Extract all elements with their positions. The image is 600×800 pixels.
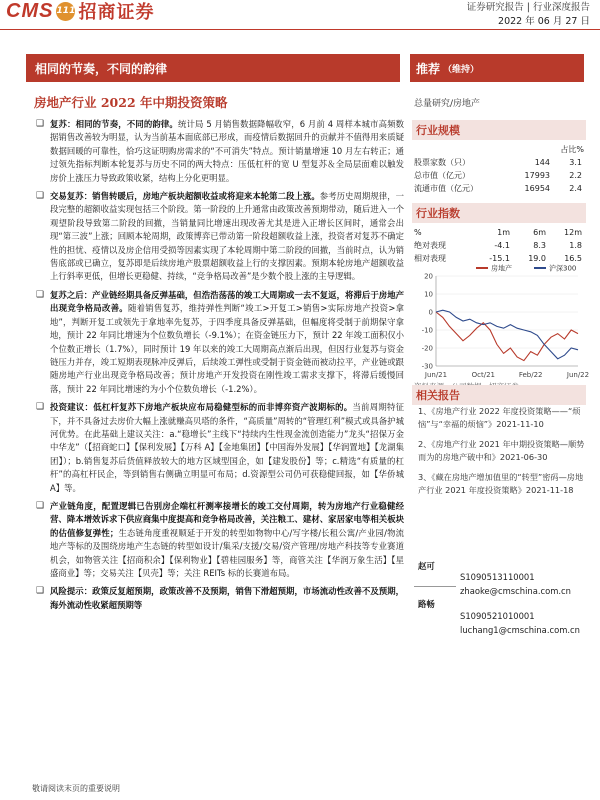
analyst-email[interactable]: zhaoke@cmschina.com.cn <box>460 586 571 596</box>
analyst-name: 赵可 <box>418 561 435 571</box>
report-title: 相同的节奏，不同的韵律 <box>35 61 168 76</box>
related-report-link[interactable]: 2、《房地产行业 2021 年中期投资策略—顺势而为的房地产破中和》2021-06-30 <box>418 439 585 462</box>
scale-pct: 2.4 <box>569 184 582 193</box>
index-label: 绝对表现 <box>414 241 446 250</box>
index-col-head: 6m <box>533 228 546 237</box>
sector-tag: 总量研究/房地产 <box>414 99 481 109</box>
index-col-head: 12m <box>564 228 582 237</box>
paragraph-lead: 交易复苏：销售转暖后，房地产板块超额收益或将迎来本轮第二段上涨。 <box>50 191 320 202</box>
scale-pct: 3.1 <box>569 158 582 167</box>
scale-value: 144 <box>534 158 550 167</box>
report-title-banner <box>26 54 400 82</box>
industry-scale-header <box>412 120 586 140</box>
y-tick-label: -10 <box>421 326 433 335</box>
x-tick-label: Oct/21 <box>471 371 496 379</box>
x-tick-label: Feb/22 <box>518 371 543 379</box>
logo-cms-text: CMS <box>6 0 54 22</box>
scale-label: 总市值（亿元） <box>414 171 470 180</box>
index-col-head: % <box>414 228 422 237</box>
paragraph-trading-recovery <box>36 190 404 284</box>
paragraph-text: 当前周期特征下，并不具备过去房价大幅上涨就赚高贝塔的条件，“高质量”周转的“管理红利”模式或具备护城河优势。在此基础上建议关注：a.“稳增长”主线下“持续内生性现金流创造能力”龙头“招保万金中华龙”（【招商蛇口】【保利发展】【万科 A】【金地集团】【中国海外发展】【华润置地】【龙湖集团】）；b.销售复苏后货值释放较大的地方区域型国企，如【建发股份】等；c.精选“有质量的杠杆”的高杠杆民企，等到销售右侧确立明显可布局；d.资源型公司仍可获稳健回报，如【华侨城 A】等。 <box>50 402 404 493</box>
paragraph-risk <box>36 585 404 612</box>
paragraph-recovery <box>36 118 404 185</box>
industry-index-table <box>414 226 584 265</box>
legend-label: 沪深300 <box>549 264 577 273</box>
index-value: 8.3 <box>533 241 546 250</box>
index-col-head: 1m <box>497 228 510 237</box>
y-tick-label: -20 <box>421 344 433 353</box>
industry-scale-table <box>414 143 584 195</box>
paragraph-investment-advice <box>36 401 404 495</box>
analyst-divider <box>414 586 456 587</box>
scale-label: 流通市值（亿元） <box>414 184 478 193</box>
paragraph-industry-chain <box>36 500 404 580</box>
report-body <box>36 118 404 617</box>
analyst-id: S1090521010001 <box>460 611 535 621</box>
paragraph-text: 生态链角度重视顺延于开发的转型如物物中心/写字楼/长租公寓/产业园/物流地产等标的及围绕房地产生态链的转型如设计/集采/支援/交易/资产管理/房地产科技等专业赛道机会，如物管关注【招商积余】【保利物业】【碧桂园服务】等，商管关注【华润万象生活】【星盛商业】等；交易关注【贝壳】等；关注 REITs 标的长赛道布局。 <box>50 527 404 578</box>
industry-index-title: 行业指数 <box>416 207 460 220</box>
scale-row <box>414 169 584 182</box>
related-reports-title: 相关报告 <box>416 389 460 402</box>
y-tick-label: 10 <box>424 290 433 299</box>
related-reports-list <box>418 405 586 505</box>
bullet-icon: ❑ <box>36 586 45 597</box>
paragraph-lead: 投资建议：低杠杆复苏下房地产板块应布局稳健型标的而非博弈资产波期标的。 <box>50 402 353 413</box>
industry-scale-title: 行业规模 <box>416 124 460 137</box>
logo-emblem-icon: 111 <box>56 2 75 21</box>
analyst-name: 路畅 <box>418 599 435 609</box>
index-value: 16.5 <box>564 254 582 263</box>
paragraph-after-recovery <box>36 289 404 396</box>
related-reports-header <box>412 385 586 405</box>
scale-label: 股票家数（只） <box>414 158 470 167</box>
report-subtitle: 房地产行业 2022 年中期投资策略 <box>34 95 228 110</box>
series-line-0 <box>436 312 578 361</box>
y-tick-label: -30 <box>421 362 433 371</box>
footer-disclaimer: 敬请阅读末页的重要说明 <box>32 784 120 793</box>
paragraph-text: 随着销售复苏，维持弹性判断“竣工>开复工>销售>实际房地产投资>拿地”，判断开复工或领先于拿地率先复苏，于四季度具备反弹基础，但幅度将受制于前期保守拿地，预计 22 年同比增速为个位数负增长（-9.1%）；在资金链压力下，预计 22 年竣工面积仅小个位数正增长（1.7%），同时预计 19 年以来的竣工大周期高点渐后出现，但因行业复苏与资金链压力并存，竣工短期表现脉冲反弹后，后续竣工弹性或受制于资金链而被动拉平，产业链或跟随房地产行业出现竞争格局改善；预计房地产开发投资在刚性竣工需求支撑下，将滞后缓慢回落，预计 22 年同比增速约为小个位数负增长（-1.2%）。 <box>50 303 405 394</box>
scale-col-head: 占比% <box>560 145 584 154</box>
rating-sub-label: （维持） <box>443 64 480 75</box>
bullet-icon: ❑ <box>36 119 45 129</box>
index-value: 1.8 <box>569 241 582 250</box>
index-row <box>414 239 584 252</box>
scale-row <box>414 156 584 169</box>
index-label: 相对表现 <box>414 254 446 263</box>
scale-value: 16954 <box>524 184 550 193</box>
legend-label: 房地产 <box>491 264 512 273</box>
paragraph-lead: 复苏：相同的节奏，不同的韵律。 <box>50 119 178 129</box>
rating-label: 推荐 <box>416 61 441 76</box>
paragraph-lead: 风险提示：政策反复超预期，政策改善不及预期，销售下滑超预期，市场流动性改善不及预期，海外流动性收紧超预期等 <box>50 586 404 610</box>
y-tick-label: 20 <box>424 272 433 281</box>
index-chart <box>414 262 590 380</box>
index-header-row <box>414 226 584 239</box>
paragraph-lead: 复苏之后：产业链经期具备反弹基础，但浩浩荡荡的竣工大周期或一去不复返，将滞后于房地产出现竞争格局改善。 <box>50 289 404 314</box>
paragraph-lead: 产业链角度，配置逻辑已告别房企端杠杆测率接增长的竣工交付周期，转为房地产行业稳健经营、降本增效诉求下供应商集中度提高和竞争格局改善，关注粮工、建材、家居家电等相关板块的估值修复弹性； <box>50 500 404 538</box>
analyst-id: S1090513110001 <box>460 572 535 582</box>
report-type-label: 证券研究报告 | 行业深度报告 <box>466 2 590 13</box>
bullet-icon: ❑ <box>36 289 45 300</box>
scale-row <box>414 182 584 195</box>
paragraph-text: 参考历史周期规律，一段完整的超额收益实现包括三个阶段。第一阶段的上升通常由政策改善预期带动，随后进入一个观望阶段导致第二阶段的回撤，当销量同比增速出现改善尤其是进入正增长区间时，通常会出现“第三波”上涨；回顾本轮周期，政策博弈已带动第一阶段超额收益上涨，投资者对复苏不确定性的担忧、疫情以及房企信用受损等因素实现了本轮周期中第二阶段的回撤，当前时点，认为销售底部或已确立，复苏即是后续房地产股票超额收益上行的支撑因素。预期本轮房地产超额收益上行斜率更低，但增长更稳健、持续，“竞争格局改善”是少数个股上涨的主导逻辑。 <box>50 191 405 282</box>
analyst-email[interactable]: luchang1@cmschina.com.cn <box>460 625 580 635</box>
header-divider <box>0 29 600 30</box>
x-tick-label: Jun/21 <box>424 371 448 379</box>
related-report-link[interactable]: 1、《房地产行业 2022 年度投资策略——“烦恼”与“幸福的烦恼”》2021-11-10 <box>418 406 581 429</box>
brand-logo <box>6 0 154 22</box>
bullet-icon: ❑ <box>36 500 45 511</box>
scale-value: 17993 <box>524 171 550 180</box>
industry-index-header <box>412 203 586 223</box>
index-value: -15.1 <box>489 254 510 263</box>
x-tick-label: Jun/22 <box>566 371 590 379</box>
paragraph-text: 统计局 5 月销售数据降幅收窄，6 月前 4 周样本城市高频数据销售改善较为明显，认为当前基本面底部已形成，而疫情后数据回升的贡献并不值得用来质疑数据回暖的可靠性，恰巧这证明购房需求的“不可消失”特点。预计销量增速 10 月左右转正；通过领先指标判断本轮复苏与历史不同的两大特点：压低杠杆的宽 U 型复苏＆全局层面难以触发房价上涨压力导致政策收紧，结构上分化更明显。 <box>50 119 405 183</box>
y-tick-label: 0 <box>428 308 433 317</box>
index-value: 19.0 <box>528 254 546 263</box>
bullet-icon: ❑ <box>36 191 45 202</box>
related-report-link[interactable]: 3、《藏在房地产增加值里的“转型”密码—房地产行业 2021 年度投资策略》2021-11-18 <box>418 472 584 495</box>
logo-company-name: 招商证券 <box>78 2 155 23</box>
rating-banner <box>410 54 584 82</box>
bullet-icon: ❑ <box>36 402 45 413</box>
index-chart-svg <box>414 262 590 380</box>
index-value: -4.1 <box>494 241 510 250</box>
report-date: 2022 年 06 月 27 日 <box>498 16 590 27</box>
scale-pct: 2.2 <box>569 171 582 180</box>
